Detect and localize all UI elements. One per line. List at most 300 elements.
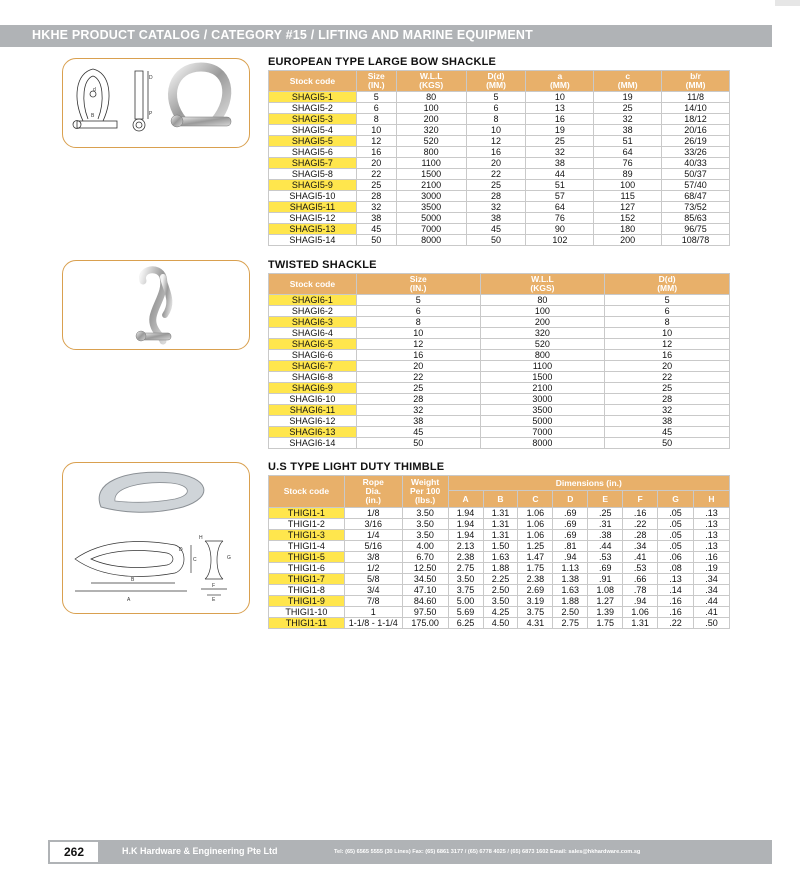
table-cell: 2100 (396, 180, 466, 191)
bow-shackle-header-row (269, 71, 730, 92)
table-cell: .22 (658, 618, 694, 629)
thimble-table-body (269, 508, 730, 629)
thimble-label-a: A (127, 597, 131, 603)
stock-code-cell: THIGI1-10 (269, 607, 345, 618)
table-cell: 2.38 (518, 574, 553, 585)
table-cell: 520 (480, 339, 605, 350)
table-cell: 320 (480, 328, 605, 339)
stock-code-cell: SHAGI6-6 (269, 350, 357, 361)
twisted-shackle-header-row (269, 274, 730, 295)
table-cell: 4.31 (518, 618, 553, 629)
table-cell: 3000 (480, 394, 605, 405)
twisted-shackle-photo (136, 270, 171, 341)
stock-code-cell: SHAGI5-4 (269, 125, 357, 136)
thimble-drawing (75, 541, 227, 595)
table-cell: .31 (588, 519, 623, 530)
stock-code-cell: THIGI1-2 (269, 519, 345, 530)
table-row (269, 235, 730, 246)
column-header: Stock code (269, 274, 357, 295)
stock-code-cell: SHAGI6-2 (269, 306, 357, 317)
table-cell: 50/37 (662, 169, 730, 180)
table-cell: 1.88 (553, 596, 588, 607)
table-row (269, 438, 730, 449)
thimble-label-d: D (179, 547, 183, 553)
table-cell: 57/40 (662, 180, 730, 191)
table-cell: 96/75 (662, 224, 730, 235)
table-cell: 6.25 (448, 618, 483, 629)
table-cell: .34 (623, 541, 658, 552)
thimble-label-g: G (227, 555, 231, 561)
table-cell: 16 (466, 147, 526, 158)
thimble-label-f: F (212, 583, 216, 589)
table-cell: 45 (605, 427, 730, 438)
table-cell: 12 (466, 136, 526, 147)
table-cell: 50 (356, 438, 480, 449)
table-cell: 1.31 (483, 530, 518, 541)
twisted-shackle-image-panel (62, 260, 250, 350)
table-cell: 3000 (396, 191, 466, 202)
table-cell: 1.31 (483, 519, 518, 530)
table-row (269, 552, 730, 563)
table-cell: 2.75 (553, 618, 588, 629)
bow-shackle-illustration (63, 59, 249, 147)
table-cell: 22 (605, 372, 730, 383)
table-cell: 3.75 (518, 607, 553, 618)
table-cell: .34 (694, 574, 730, 585)
table-cell: 51 (526, 180, 594, 191)
table-cell: 64 (594, 147, 662, 158)
dim-header: H (694, 491, 730, 508)
table-cell: 5 (356, 92, 396, 103)
bow-shackle-table (268, 70, 730, 246)
stock-code-cell: THIGI1-5 (269, 552, 345, 563)
table-cell: .41 (694, 607, 730, 618)
table-cell: 200 (594, 235, 662, 246)
table-cell: 18/12 (662, 114, 730, 125)
table-cell: 73/52 (662, 202, 730, 213)
table-cell: .13 (694, 508, 730, 519)
table-cell: 6 (605, 306, 730, 317)
table-cell: 1.06 (518, 530, 553, 541)
table-row (269, 317, 730, 328)
stock-code-cell: SHAGI5-12 (269, 213, 357, 224)
shackle-diagram-label-d: D (149, 75, 153, 81)
table-cell: .08 (658, 563, 694, 574)
table-cell: .14 (658, 585, 694, 596)
table-cell: 1.06 (518, 508, 553, 519)
table-cell: 16 (356, 147, 396, 158)
table-cell: 32 (466, 202, 526, 213)
table-cell: 22 (356, 372, 480, 383)
table-cell: 33/26 (662, 147, 730, 158)
table-row (269, 191, 730, 202)
table-cell: .05 (658, 519, 694, 530)
table-cell: 1.38 (553, 574, 588, 585)
stock-code-cell: THIGI1-3 (269, 530, 345, 541)
table-cell: 80 (396, 92, 466, 103)
table-cell: 1 (344, 607, 402, 618)
table-cell: 19 (594, 92, 662, 103)
table-cell: 108/78 (662, 235, 730, 246)
table-cell: .44 (588, 541, 623, 552)
table-cell: 5.00 (448, 596, 483, 607)
table-cell: 1.94 (448, 508, 483, 519)
table-cell: 4.25 (483, 607, 518, 618)
table-cell: 102 (526, 235, 594, 246)
stock-code-cell: THIGI1-11 (269, 618, 345, 629)
page-number: 262 (50, 842, 98, 862)
table-cell: .38 (588, 530, 623, 541)
table-cell: 25 (356, 383, 480, 394)
table-cell: 520 (396, 136, 466, 147)
table-cell: 25 (605, 383, 730, 394)
column-header: D(d) (MM) (466, 71, 526, 92)
table-cell: 32 (526, 147, 594, 158)
table-cell: 22 (356, 169, 396, 180)
table-cell: 28 (466, 191, 526, 202)
table-cell: 1.94 (448, 519, 483, 530)
table-cell: 89 (594, 169, 662, 180)
table-cell: 5 (466, 92, 526, 103)
table-row (269, 618, 730, 629)
table-cell: 2.38 (448, 552, 483, 563)
table-cell: 3.50 (402, 530, 448, 541)
table-cell: .13 (694, 519, 730, 530)
table-cell: 5 (356, 295, 480, 306)
table-cell: 1.39 (588, 607, 623, 618)
thimble-image-panel (62, 462, 250, 614)
column-header: D(d) (MM) (605, 274, 730, 295)
table-cell: 12 (356, 136, 396, 147)
stock-code-cell: SHAGI6-1 (269, 295, 357, 306)
thimble-table (268, 475, 730, 629)
table-cell: 6 (356, 306, 480, 317)
table-row (269, 574, 730, 585)
stock-code-cell: SHAGI6-9 (269, 383, 357, 394)
table-cell: 32 (605, 405, 730, 416)
table-cell: 175.00 (402, 618, 448, 629)
table-cell: 20 (605, 361, 730, 372)
column-header: Weight Per 100 (lbs.) (402, 476, 448, 508)
table-cell: .44 (694, 596, 730, 607)
table-cell: 1.75 (588, 618, 623, 629)
stock-code-cell: SHAGI5-8 (269, 169, 357, 180)
table-cell: 38 (526, 158, 594, 169)
table-cell: 38 (356, 416, 480, 427)
table-cell: .50 (694, 618, 730, 629)
table-cell: 3.50 (402, 508, 448, 519)
table-cell: 50 (356, 235, 396, 246)
table-cell: 1.31 (483, 508, 518, 519)
table-cell: .66 (623, 574, 658, 585)
table-cell: 10 (605, 328, 730, 339)
table-row (269, 350, 730, 361)
table-cell: 16 (605, 350, 730, 361)
stock-code-cell: THIGI1-6 (269, 563, 345, 574)
table-row (269, 427, 730, 438)
dim-header: E (588, 491, 623, 508)
table-cell: 3.50 (402, 519, 448, 530)
table-cell: 6 (356, 103, 396, 114)
shackle-diagram-label-b: B (91, 113, 95, 119)
table-cell: 3/4 (344, 585, 402, 596)
table-cell: 200 (480, 317, 605, 328)
table-row (269, 125, 730, 136)
bow-shackle-table-body (269, 92, 730, 246)
bow-shackle-front-drawing (73, 69, 117, 129)
stock-code-cell: SHAGI5-7 (269, 158, 357, 169)
table-cell: 800 (480, 350, 605, 361)
table-cell: 3500 (396, 202, 466, 213)
table-cell: 152 (594, 213, 662, 224)
thimble-illustration (63, 463, 249, 613)
table-cell: .05 (658, 508, 694, 519)
table-cell: 84.60 (402, 596, 448, 607)
stock-code-cell: SHAGI5-6 (269, 147, 357, 158)
column-header: b/r (MM) (662, 71, 730, 92)
table-row (269, 508, 730, 519)
table-cell: 2.25 (483, 574, 518, 585)
table-cell: 12.50 (402, 563, 448, 574)
table-cell: .94 (623, 596, 658, 607)
table-cell: 38 (605, 416, 730, 427)
table-cell: 7/8 (344, 596, 402, 607)
table-cell: 20 (356, 361, 480, 372)
table-cell: 3.50 (483, 596, 518, 607)
stock-code-cell: THIGI1-9 (269, 596, 345, 607)
table-row (269, 103, 730, 114)
thimble-label-c: C (193, 557, 197, 563)
table-cell: 100 (396, 103, 466, 114)
table-row (269, 328, 730, 339)
table-cell: 38 (356, 213, 396, 224)
catalog-header-title: HKHE PRODUCT CATALOG / CATEGORY #15 / LIFTING AND MARINE EQUIPMENT (32, 28, 533, 42)
table-cell: .13 (694, 541, 730, 552)
thimble-label-h: H (199, 535, 203, 541)
table-cell: 180 (594, 224, 662, 235)
stock-code-cell: THIGI1-1 (269, 508, 345, 519)
table-cell: 1/8 (344, 508, 402, 519)
bow-shackle-photo (171, 67, 231, 127)
stock-code-cell: THIGI1-8 (269, 585, 345, 596)
stock-code-cell: SHAGI5-3 (269, 114, 357, 125)
table-cell: .05 (658, 541, 694, 552)
shackle-diagram-label-p: P (149, 111, 153, 117)
column-header: a (MM) (526, 71, 594, 92)
dim-header: D (553, 491, 588, 508)
table-cell: 57 (526, 191, 594, 202)
table-cell: 3.75 (448, 585, 483, 596)
table-cell: .69 (553, 508, 588, 519)
table-row (269, 372, 730, 383)
table-cell: 6 (466, 103, 526, 114)
table-cell: 5.69 (448, 607, 483, 618)
table-cell: .16 (694, 552, 730, 563)
table-cell: 7000 (396, 224, 466, 235)
table-cell: 320 (396, 125, 466, 136)
stock-code-cell: SHAGI6-7 (269, 361, 357, 372)
table-row (269, 394, 730, 405)
table-cell: .69 (588, 563, 623, 574)
table-cell: 1.88 (483, 563, 518, 574)
thimble-label-b: B (131, 577, 135, 583)
stock-code-cell: SHAGI5-14 (269, 235, 357, 246)
table-cell: 1500 (480, 372, 605, 383)
table-cell: .78 (623, 585, 658, 596)
stock-code-cell: SHAGI6-4 (269, 328, 357, 339)
stock-code-cell: SHAGI6-14 (269, 438, 357, 449)
table-cell: 5/16 (344, 541, 402, 552)
table-row (269, 361, 730, 372)
table-cell: .69 (553, 519, 588, 530)
bow-shackle-side-drawing (133, 71, 148, 131)
table-cell: 76 (526, 213, 594, 224)
table-cell: 76 (594, 158, 662, 169)
table-cell: 47.10 (402, 585, 448, 596)
table-cell: 8 (466, 114, 526, 125)
dimensions-header: Dimensions (in.) (448, 476, 729, 491)
twisted-shackle-table (268, 273, 730, 449)
column-header: W.L.L (KGS) (396, 71, 466, 92)
table-cell: 25 (526, 136, 594, 147)
table-cell: 1/2 (344, 563, 402, 574)
thimble-photo (99, 472, 204, 512)
dim-header: A (448, 491, 483, 508)
right-margin (772, 0, 800, 884)
table-cell: .53 (623, 563, 658, 574)
table-cell: .69 (553, 530, 588, 541)
table-row (269, 596, 730, 607)
table-cell: 800 (396, 147, 466, 158)
table-cell: 1.13 (553, 563, 588, 574)
table-cell: .22 (623, 519, 658, 530)
table-cell: 10 (356, 125, 396, 136)
table-cell: 3/8 (344, 552, 402, 563)
table-cell: 10 (356, 328, 480, 339)
table-cell: 1.25 (518, 541, 553, 552)
table-cell: 5000 (396, 213, 466, 224)
twisted-shackle-table-body (269, 295, 730, 449)
stock-code-cell: SHAGI5-2 (269, 103, 357, 114)
dim-header: C (518, 491, 553, 508)
table-cell: 2100 (480, 383, 605, 394)
table-cell: 1.75 (518, 563, 553, 574)
table-row (269, 180, 730, 191)
table-cell: 26/19 (662, 136, 730, 147)
column-header: W.L.L (KGS) (480, 274, 605, 295)
table-cell: 115 (594, 191, 662, 202)
table-cell: 28 (356, 394, 480, 405)
table-cell: 1.63 (553, 585, 588, 596)
table-cell: 5 (605, 295, 730, 306)
table-row (269, 519, 730, 530)
table-row (269, 541, 730, 552)
table-cell: .13 (694, 530, 730, 541)
table-cell: 45 (466, 224, 526, 235)
table-cell: 10 (466, 125, 526, 136)
table-cell: 8 (356, 317, 480, 328)
table-cell: 44 (526, 169, 594, 180)
section-title-thimble: U.S TYPE LIGHT DUTY THIMBLE (268, 461, 445, 473)
table-cell: 8000 (480, 438, 605, 449)
table-cell: .41 (623, 552, 658, 563)
table-cell: 80 (480, 295, 605, 306)
table-cell: 25 (594, 103, 662, 114)
table-cell: 2.50 (553, 607, 588, 618)
table-row (269, 383, 730, 394)
table-cell: 19 (526, 125, 594, 136)
table-row (269, 114, 730, 125)
table-row (269, 158, 730, 169)
table-cell: 127 (594, 202, 662, 213)
table-row (269, 405, 730, 416)
table-cell: .91 (588, 574, 623, 585)
table-cell: 90 (526, 224, 594, 235)
table-cell: 25 (356, 180, 396, 191)
table-cell: .06 (658, 552, 694, 563)
table-cell: 38 (466, 213, 526, 224)
table-cell: .13 (658, 574, 694, 585)
table-row (269, 339, 730, 350)
table-cell: 5000 (480, 416, 605, 427)
table-row (269, 147, 730, 158)
dim-header: G (658, 491, 694, 508)
table-cell: 1.06 (623, 607, 658, 618)
stock-code-cell: SHAGI5-10 (269, 191, 357, 202)
table-cell: 3500 (480, 405, 605, 416)
table-cell: 34.50 (402, 574, 448, 585)
section-title-bow-shackle: EUROPEAN TYPE LARGE BOW SHACKLE (268, 56, 497, 68)
right-margin-tab (775, 0, 800, 6)
table-cell: 13 (526, 103, 594, 114)
table-cell: 4.00 (402, 541, 448, 552)
dim-header: B (483, 491, 518, 508)
table-cell: 5/8 (344, 574, 402, 585)
table-cell: 45 (356, 224, 396, 235)
table-cell: 1.94 (448, 530, 483, 541)
stock-code-cell: SHAGI6-12 (269, 416, 357, 427)
table-cell: 8 (605, 317, 730, 328)
table-row (269, 607, 730, 618)
stock-code-cell: SHAGI6-5 (269, 339, 357, 350)
table-cell: 8 (356, 114, 396, 125)
table-cell: .05 (658, 530, 694, 541)
column-header: Rope Dia. (in.) (344, 476, 402, 508)
table-cell: 1.31 (623, 618, 658, 629)
table-cell: .19 (694, 563, 730, 574)
stock-code-cell: THIGI1-7 (269, 574, 345, 585)
table-cell: 20 (466, 158, 526, 169)
table-cell: 1100 (396, 158, 466, 169)
thimble-label-e: E (212, 597, 216, 603)
table-cell: 14/10 (662, 103, 730, 114)
dim-header: F (623, 491, 658, 508)
table-cell: 1.47 (518, 552, 553, 563)
table-cell: 3/16 (344, 519, 402, 530)
table-cell: 12 (356, 339, 480, 350)
column-header: Size (IN.) (356, 274, 480, 295)
stock-code-cell: SHAGI5-5 (269, 136, 357, 147)
bow-shackle-image-panel (62, 58, 250, 148)
table-row (269, 169, 730, 180)
table-cell: 50 (605, 438, 730, 449)
column-header: Stock code (269, 476, 345, 508)
stock-code-cell: SHAGI6-3 (269, 317, 357, 328)
table-cell: 16 (526, 114, 594, 125)
stock-code-cell: SHAGI6-13 (269, 427, 357, 438)
table-row (269, 202, 730, 213)
table-cell: .34 (694, 585, 730, 596)
